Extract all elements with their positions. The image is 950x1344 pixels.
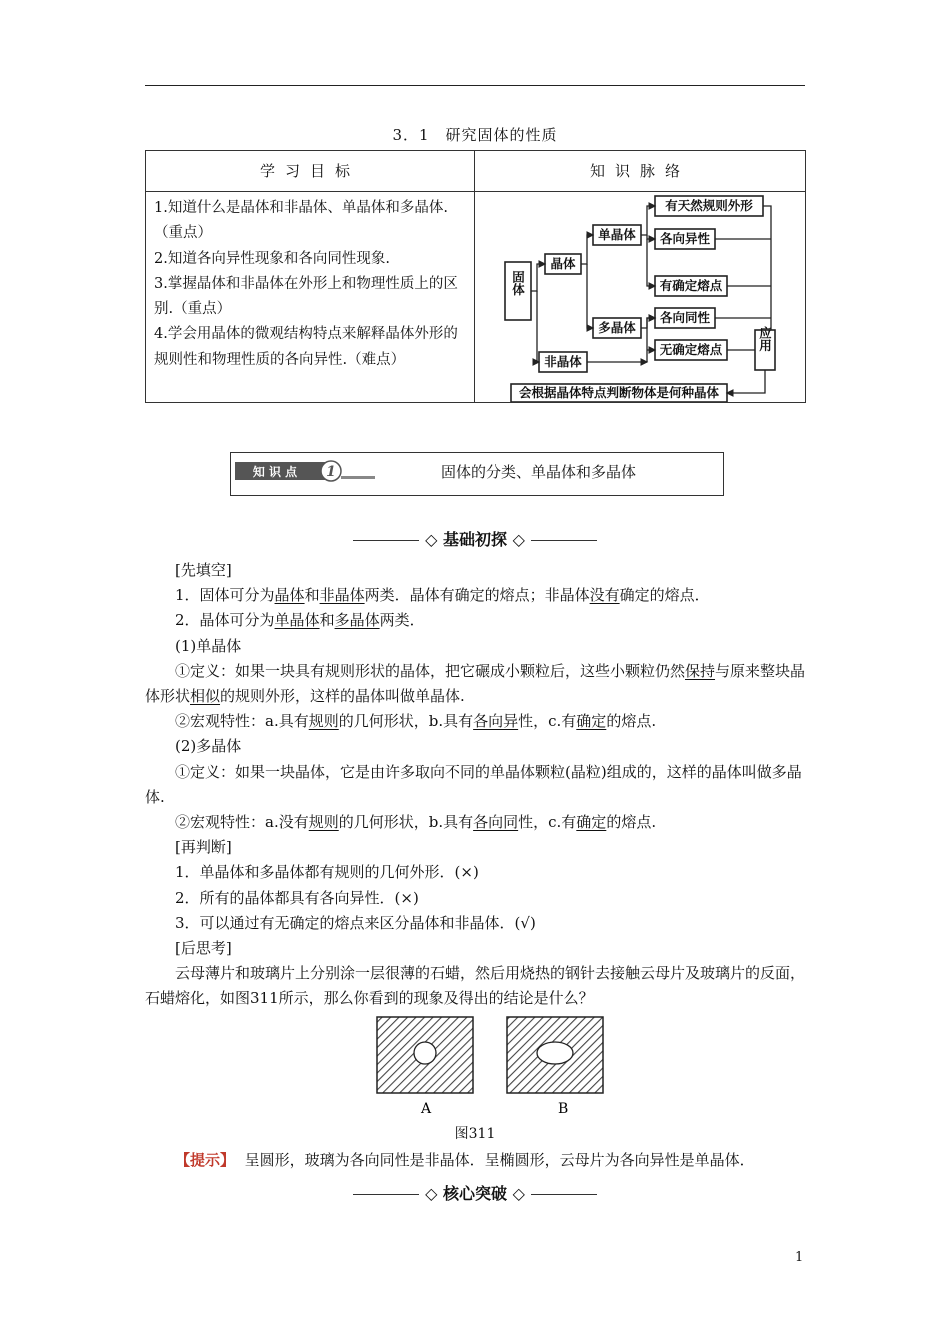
knowledge-map-diagram (475, 192, 805, 402)
goal-item: 1.知道什么是晶体和非晶体、单晶体和多晶体.（重点） (154, 200, 448, 242)
judge-item: 2．所有的晶体都具有各向异性．(×) (175, 888, 419, 907)
page-number: 1 (795, 1250, 804, 1265)
judge-item: 1．单晶体和多晶体都有规则的几何外形．(×) (175, 863, 479, 882)
figure-311 (375, 1015, 615, 1125)
goal-item: 3.掌握晶体和非晶体在外形上和物理性质上的区别.（重点） (154, 275, 458, 318)
map-prop5: 无确定熔点 (659, 342, 723, 357)
line-1: 1．固体可分为晶体和非晶体两类．晶体有确定的熔点；非晶体没有确定的熔点． (175, 586, 710, 605)
line-2: 2．晶体可分为单晶体和多晶体两类． (175, 611, 425, 630)
map-prop4: 各向同性 (659, 310, 711, 325)
poly-definition: ①定义：如果一块晶体，它是由许多取向不同的单晶体颗粒(晶粒)组成的，这样的晶体叫做多晶体. (145, 762, 802, 806)
fill-blank-heading: [先填空] (175, 561, 232, 579)
goal-item: 4.学会用晶体的微观结构特点来解释晶体外形的规则性和物理性质的各向异性.（难点） (154, 326, 458, 368)
figure-a-label: A (421, 1101, 432, 1117)
map-poly: 多晶体 (598, 320, 636, 335)
map-prop1: 有天然规则外形 (665, 198, 753, 213)
section-core: ◇ 核心突破 ◇ (0, 1181, 950, 1204)
map-root: 固体 (510, 270, 526, 296)
hint-line (145, 1148, 807, 1173)
map-apply: 应用 (757, 326, 773, 352)
figure-b-label: B (558, 1101, 569, 1117)
single-crystal-heading: (1)单晶体 (175, 636, 242, 655)
knowledge-point-label: 固体的分类、单晶体和多晶体 (441, 463, 637, 481)
map-crystal: 晶体 (550, 256, 576, 271)
figure-caption: 图311 (454, 1126, 496, 1142)
knowledge-point-banner (230, 452, 724, 496)
map-prop3: 有确定熔点 (659, 278, 723, 293)
section-basic: ◇ 基础初探 ◇ (0, 527, 950, 550)
map-header: 知识脉络 (475, 151, 806, 192)
judge-heading: [再判断] (175, 838, 232, 857)
goals-header: 学习目标 (146, 151, 475, 192)
map-noncrystal: 非晶体 (544, 354, 582, 369)
judge-item: 3．可以通过有无确定的熔点来区分晶体和非晶体．(√) (175, 913, 536, 932)
single-properties: ②宏观特性：a.具有规则的几何形状，b.具有各向异性，c.有确定的熔点. (175, 712, 657, 731)
goals-cell (146, 192, 475, 403)
hint-label: 【提示】 (175, 1151, 236, 1169)
content-body (145, 558, 807, 1012)
think-heading: [后思考] (175, 939, 232, 958)
objectives-table (145, 150, 806, 403)
section-title: 3．1 研究固体的性质 (392, 126, 558, 144)
map-bottom: 会根据晶体特点判断物体是何种晶体 (518, 385, 720, 400)
map-single: 单晶体 (598, 227, 636, 242)
single-definition: ①定义：如果一块具有规则形状的晶体，把它碾成小颗粒后，这些小颗粒仍然保持与原来整块晶体形状相似的规则外形，这样的晶体叫做单晶体. (145, 661, 806, 706)
poly-properties: ②宏观特性：a.没有规则的几何形状，b.具有各向同性，c.有确定的熔点. (175, 813, 657, 832)
knowledge-point-tag-text: 知 识 点 (252, 465, 298, 479)
section-core-title: 核心突破 (442, 1184, 507, 1203)
goal-item: 2.知道各向异性现象和各向同性现象. (154, 250, 390, 267)
knowledge-point-tag (235, 460, 375, 482)
header-rule (145, 85, 805, 86)
figure-a-circle (414, 1042, 436, 1064)
section-basic-title: 基础初探 (442, 530, 507, 549)
figure-b-ellipse (537, 1042, 573, 1064)
hint-text: 呈圆形，玻璃为各向同性是非晶体．呈椭圆形，云母片为各向异性是单晶体． (244, 1151, 755, 1169)
map-prop2: 各向异性 (659, 231, 711, 246)
poly-crystal-heading: (2)多晶体 (175, 737, 242, 756)
knowledge-point-number: 1 (326, 464, 336, 480)
knowledge-map-cell (475, 192, 806, 403)
think-question: 云母薄片和玻璃片上分别涂一层很薄的石蜡，然后用烧热的钢针去接触云母片及玻璃片的反面，石蜡熔化，如图311所示，那么你看到的现象及得出的结论是什么？ (145, 964, 806, 1008)
